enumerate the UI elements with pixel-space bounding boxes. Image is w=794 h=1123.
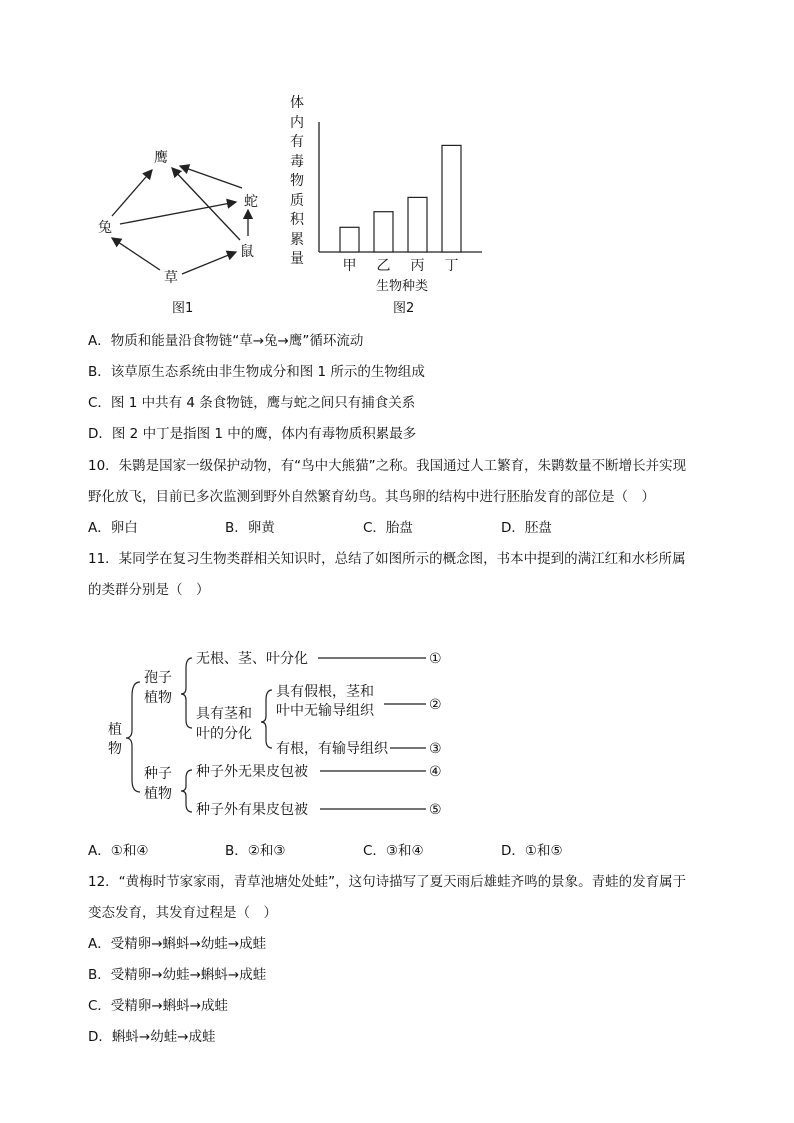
- q12-stem-line2: 变态发育，其发育过程是（ ）: [88, 905, 277, 921]
- diagram-spore-1: 孢子: [144, 670, 172, 686]
- q9-option-b[interactable]: B．该草原生态系统由非生物成分和图 1 所示的生物组成: [88, 364, 425, 380]
- q12-stem-line1: 12．“黄梅时节家家雨，青草池塘处处蛙”，这句诗描写了夏天雨后雄蛙齐鸣的景象。青蛙的发育属于: [88, 874, 687, 890]
- diagram-brace-root: [126, 682, 140, 792]
- arrow-rabbit-snake: [120, 202, 236, 224]
- diagram-brace-diff: [261, 690, 272, 748]
- diagram-num-2: ②: [429, 697, 442, 713]
- tick-label-丙: 丙: [410, 258, 425, 274]
- diagram-num-5: ⑤: [429, 802, 442, 818]
- bar-丙: [408, 197, 427, 252]
- toxin-bar-chart: [312, 118, 492, 318]
- chart-xlabel: 生物种类: [376, 279, 429, 294]
- node-eagle: 鹰: [154, 150, 168, 166]
- diagram-seed-1: 种子: [144, 766, 172, 782]
- diagram-root-2: 物: [108, 741, 122, 757]
- diagram-brace-spore: [181, 658, 192, 728]
- tick-label-乙: 乙: [376, 258, 391, 274]
- bar-丁: [442, 145, 461, 252]
- q10-stem-line1: 10．朱鹮是国家一级保护动物，有“鸟中大熊猫”之称。我国通过人工繁育，朱鹮数量不断增长并实现: [88, 458, 687, 474]
- q9-option-a[interactable]: A．物质和能量沿食物链“草→兔→鹰”循环流动: [88, 333, 364, 349]
- arrow-grass-rabbit: [112, 238, 160, 270]
- diagram-no-fruit: 种子外无果皮包被: [196, 764, 308, 780]
- q11-stem-line2: 的类群分别是（ ）: [88, 582, 210, 598]
- tick-label-甲: 甲: [342, 258, 357, 274]
- q9-option-d[interactable]: D．图 2 中丁是指图 1 中的鹰，体内有毒物质积累最多: [88, 426, 417, 442]
- arrow-rabbit-eagle: [112, 170, 152, 216]
- arrow-grass-mouse: [182, 252, 236, 274]
- diagram-pseudo-root-2: 叶中无输导组织: [276, 703, 374, 719]
- q10-stem-line2: 野化放飞，目前已多次监测到野外自然繁育幼鸟。其鸟卵的结构中进行胚胎发育的部位是（ ）: [88, 489, 655, 505]
- plant-concept-diagram: [100, 640, 460, 825]
- node-snake: 蛇: [244, 194, 258, 210]
- q11-option-c[interactable]: C．③和④: [363, 843, 424, 859]
- q11-option-d[interactable]: D．①和⑤: [501, 843, 563, 859]
- node-mouse: 鼠: [240, 244, 254, 260]
- diagram-root-vascular: 有根，有输导组织: [276, 741, 388, 757]
- q11-option-b[interactable]: B．②和③: [225, 843, 286, 859]
- figure2-caption: 图2: [393, 301, 415, 316]
- diagram-num-3: ③: [429, 741, 442, 757]
- diagram-brace-seed: [181, 770, 192, 812]
- diagram-spore-2: 植物: [144, 690, 172, 706]
- diagram-no-differentiation: 无根、茎、叶分化: [196, 651, 308, 667]
- diagram-differentiation-2: 叶的分化: [196, 726, 252, 742]
- q11-stem-line1: 11．某同学在复习生物类群相关知识时，总结了如图所示的概念图，书本中提到的满江红和水杉所属: [88, 551, 686, 567]
- chart-ylabel: 体内有毒物质积累量: [290, 95, 304, 267]
- diagram-pseudo-root-1: 具有假根，茎和: [276, 684, 374, 700]
- diagram-fruit: 种子外有果皮包被: [196, 802, 308, 818]
- bar-乙: [374, 212, 393, 252]
- diagram-seed-2: 植物: [144, 786, 172, 802]
- q9-option-c[interactable]: C．图 1 中共有 4 条食物链，鹰与蛇之间只有捕食关系: [88, 395, 416, 411]
- q11-option-a[interactable]: A．①和④: [88, 843, 149, 859]
- bar-甲: [340, 227, 359, 252]
- arrow-mouse-eagle: [172, 168, 240, 240]
- tick-label-丁: 丁: [444, 258, 459, 274]
- figure1-caption: 图1: [172, 301, 194, 316]
- q10-option-c[interactable]: C．胎盘: [363, 520, 413, 536]
- q12-option-a[interactable]: A．受精卵→蝌蚪→幼蛙→成蛙: [88, 936, 267, 952]
- arrow-snake-eagle: [180, 166, 242, 188]
- diagram-num-4: ④: [429, 764, 442, 780]
- q10-option-d[interactable]: D．胚盘: [501, 520, 552, 536]
- node-rabbit: 兔: [98, 220, 112, 236]
- diagram-num-1: ①: [429, 651, 442, 667]
- q12-option-d[interactable]: D．蝌蚪→幼蛙→成蛙: [88, 1029, 216, 1045]
- q10-option-a[interactable]: A．卵白: [88, 520, 138, 536]
- q10-option-b[interactable]: B．卵黄: [225, 520, 275, 536]
- q12-option-c[interactable]: C．受精卵→蝌蚪→成蛙: [88, 998, 229, 1014]
- diagram-differentiation-1: 具有茎和: [196, 706, 252, 722]
- diagram-root-1: 植: [108, 722, 122, 738]
- q12-option-b[interactable]: B．受精卵→幼蛙→蝌蚪→成蛙: [88, 967, 267, 983]
- food-web-figure: [90, 140, 280, 320]
- node-grass: 草: [164, 270, 178, 286]
